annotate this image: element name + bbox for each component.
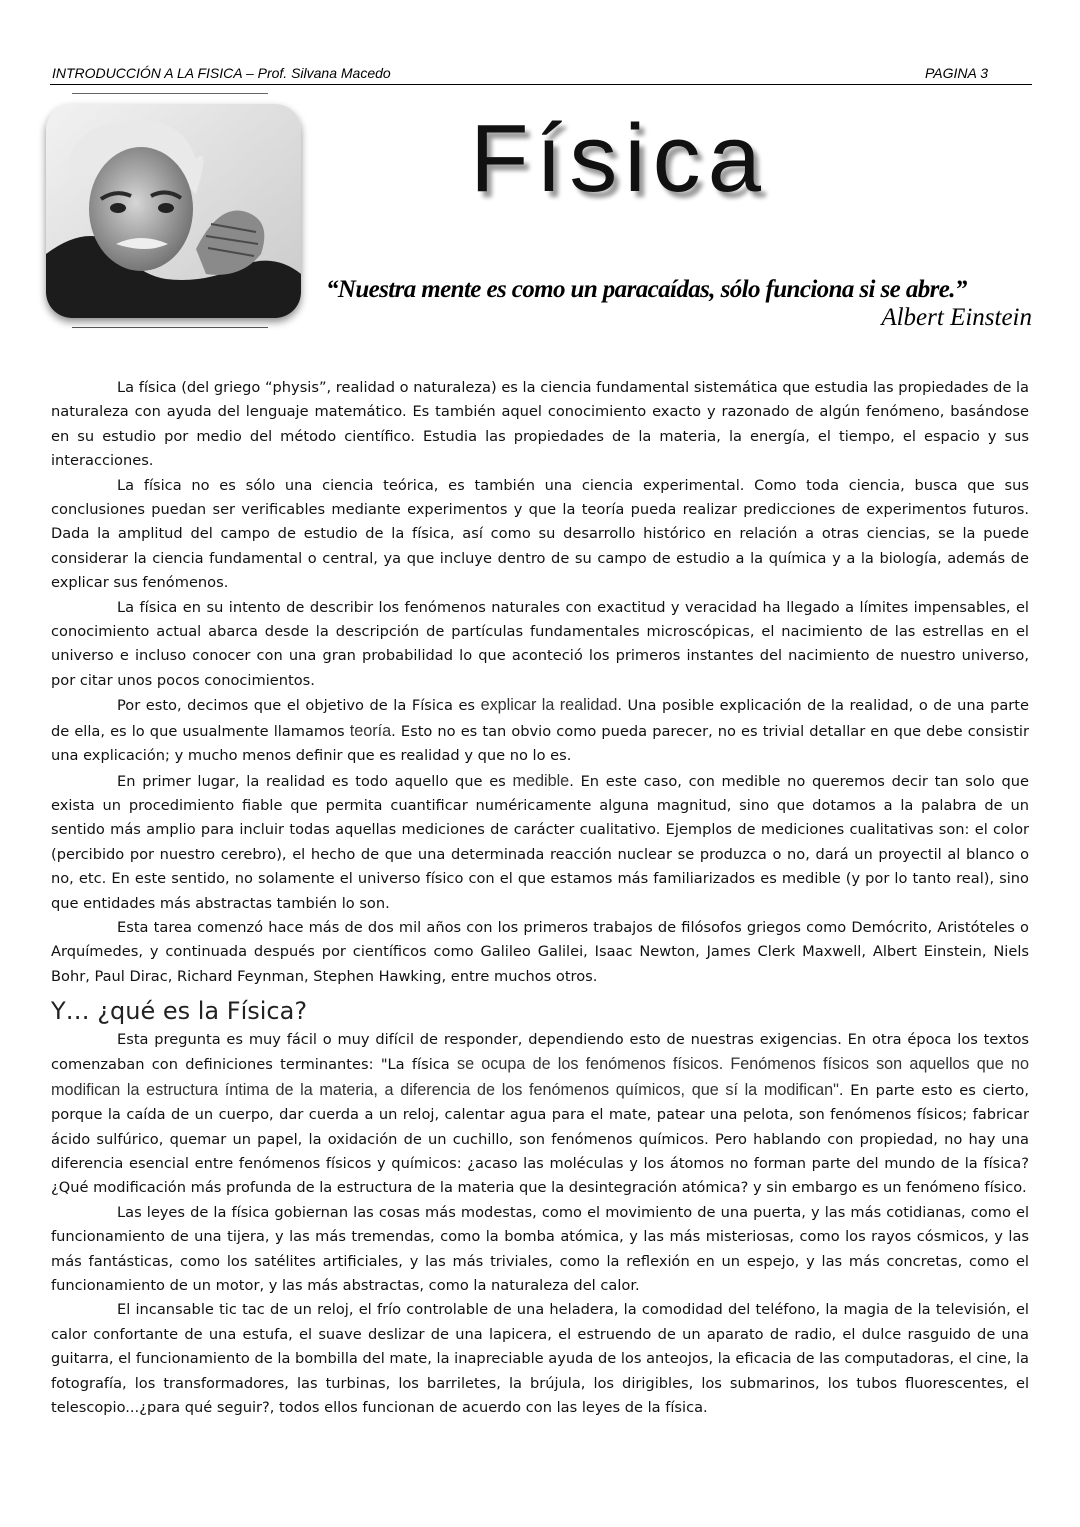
text-run: . En parte esto es cierto, porque la caída de un cuerpo, dar cuerda a un reloj, calentar agua para el mate, patear una pelota, son fenómenos físicos; fabricar ácido sulfúrico, quemar un papel, la oxidación de un cuchillo, son fenómenos químicos. Pero hablando con propiedad, no hay una diferencia esencial entre fenómenos físicos y químicos: ¿acaso las moléculas y los átomos no forman parte del mundo de la física? ¿Qué modificación más profunda de la estructura de la materia que la desintegración atómica? y sin embargo es un fenómeno físico.: [51, 1081, 1030, 1197]
highlight-run: teoría: [349, 721, 392, 740]
highlight-run: medible: [512, 771, 570, 790]
intro-paragraph: [51, 693, 1029, 768]
intro-section: [51, 376, 1029, 989]
intro-paragraph: La física en su intento de describir los fenómenos naturales con exactitud y veracidad ha llegado a límites impensables, el conocimiento actual abarca desde la descripción de partículas fundamentales microscópicas, el nacimiento de las estrellas en el universo e incluso conocer con una gran probabilidad lo que aconteció los primeros instantes del nacimiento de nuestro universo, por citar unos pocos conocimientos.: [51, 598, 1029, 689]
intro-paragraph: Esta tarea comenzó hace más de dos mil años con los primeros trabajos de filósofos griegos como Demócrito, Aristóteles o Arquímedes, y continuada después por científicos como Galileo Galilei, Isaac Newton, James Clerk Maxwell, Albert Einstein, Niels Bohr, Paul Dirac, Richard Feynman, Stephen Hawking, entre muchos otros.: [51, 918, 1029, 985]
text-run: Esta pregunta es muy fácil o muy difícil de responder, dependiendo esto de nuestras exigencias. En otra época los textos comenzaban con definiciones terminantes: "La física: [51, 1031, 1029, 1074]
header-page-number: PAGINA 3: [924, 65, 988, 81]
portrait-bottom-rule: [72, 327, 268, 328]
intro-paragraph: La física no es sólo una ciencia teórica, es también una ciencia experimental. Como toda ciencia, busca que sus conclusiones puedan ser verificables mediante experimentos y que la teoría pueda realizar predicciones de experimentos futuros. Dada la amplitud del campo de estudio de la física, así como su desarrollo histórico en relación a otras ciencias, se la puede considerar la ciencia fundamental o central, ya que incluye dentro de su campo de estudio a la química y a la biología, además de explicar sus fenómenos.: [51, 476, 1029, 592]
highlight-run: explicar la realidad: [480, 696, 618, 715]
section-paragraph: Las leyes de la física gobiernan las cosas más modestas, como el movimiento de una puerta, y las más cotidianas, como el funcionamiento de una tijera, y las más tremendas, como la bomba atómica, y las más misteriosas, como los rayos cósmicos, y las más fantásticas, como los satélites artificiales, y las más triviales, como la reflexión en un espejo, y las más concretas, como el funcionamiento de un motor, y las más abstractas, como la naturaleza del calor.: [51, 1203, 1029, 1295]
text-run: En primer lugar, la realidad es todo aquello que es: [117, 772, 513, 790]
einstein-quote: “Nuestra mente es como un paracaídas, sólo funciona si se abre.”: [326, 276, 967, 303]
einstein-portrait: [46, 104, 301, 318]
quote-author: Albert Einstein: [881, 304, 1032, 331]
page-title: Física: [470, 105, 769, 212]
header-course-title: INTRODUCCIÓN A LA FISICA – Prof. Silvana Macedo: [52, 65, 391, 81]
quoted-definition: se ocupa de los fenómenos físicos. Fenómenos físicos son aquellos que no modifican la estructura íntima de la materia, a diferencia de los fenómenos químicos, que sí la modifican": [51, 1055, 1029, 1099]
what-is-physics-section: [51, 1028, 1029, 1421]
page-header: [50, 64, 1032, 85]
text-run: Por esto, decimos que el objetivo de la Física es: [117, 697, 481, 715]
text-run: . Una posible explicación de la realidad, o de una parte de ella, es lo que usualmente llamamos: [51, 697, 1029, 740]
intro-paragraph: [51, 769, 1029, 916]
section-paragraph: [51, 1028, 1029, 1201]
section-paragraph: El incansable tic tac de un reloj, el frío controlable de una heladera, la comodidad del teléfono, la magia de la televisión, el calor confortante de una estufa, el suave deslizar de una lapicera, el estruendo de un aparato de radio, el dulce rasguido de una guitarra, el funcionamiento de la bombilla del mate, la inapreciable ayuda de los anteojos, la eficacia de las computadoras, el cine, la fotografía, los transformadores, las turbinas, los barriletes, la brújula, los dirigibles, los submarinos, los tubos fluorescentes, el telescopio...¿para qué seguir?, todos ellos funcionan de acuerdo con las leyes de la física.: [51, 1301, 1029, 1417]
intro-paragraph: La física (del griego “physis”, realidad o naturaleza) es la ciencia fundamental sistemática que estudia las propiedades de la naturaleza con ayuda del lenguaje matemático. Es también aquel conocimiento exacto y razonado de algún fenómeno, basándose en su estudio por medio del método científico. Estudia las propiedades de la materia, la energía, el tiempo, el espacio y sus interacciones.: [51, 379, 1029, 470]
text-run: . En este caso, con medible no queremos decir tan solo que exista un procedimiento fiable que permita cuantificar numéricamente alguna magnitud, sino que dotamos a la palabra de un sentido más amplio para incluir todas aquellas mediciones de carácter cualitativo. Ejemplos de mediciones cualitativas son: el color (percibido por nuestro cerebro), el hecho de que una determinada reacción nuclear se produzca o no, dará un proyectil al blanco o no, etc. En este sentido, no solamente el universo físico con el que estamos más familiarizados es medible (y por lo tanto real), sino que entidades más abstractas también lo son.: [51, 772, 1029, 912]
section-heading: Y… ¿qué es la Física?: [51, 997, 308, 1025]
text-run: . Esto no es tan obvio como pueda parecer, no es trivial detallar en que debe consistir una explicación; y mucho menos definir que es realidad y que no lo es.: [51, 722, 1029, 765]
portrait-photo-icon: [46, 104, 301, 318]
portrait-top-rule: [72, 93, 268, 94]
